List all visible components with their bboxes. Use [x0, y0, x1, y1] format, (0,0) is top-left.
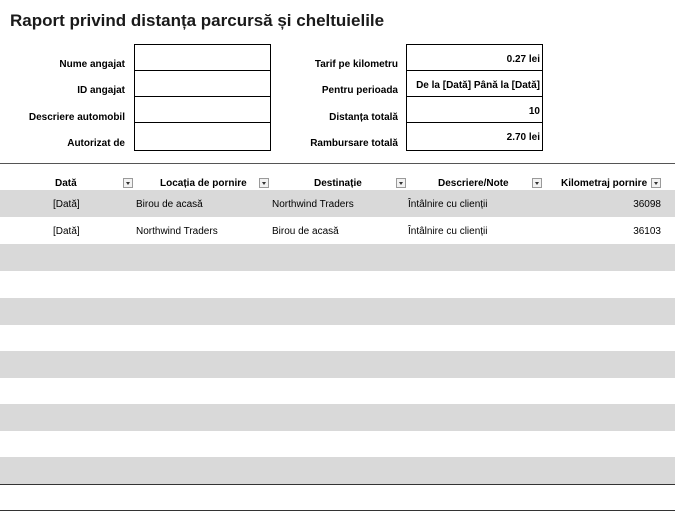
table-row[interactable]	[0, 244, 675, 271]
total-reimbursement-field[interactable]	[407, 123, 542, 149]
filter-destination-button[interactable]	[396, 178, 406, 188]
filter-date-button[interactable]	[123, 178, 133, 188]
column-header-start-location: Locația de pornire	[160, 178, 247, 189]
row-date: [Dată]	[53, 199, 80, 210]
row-destination: Northwind Traders	[272, 199, 354, 210]
table-row[interactable]	[0, 271, 675, 298]
car-description-label: Descriere automobil	[28, 112, 125, 123]
summary-box	[406, 44, 543, 151]
total-distance-label: Distanța totală	[329, 112, 398, 123]
table-total-border	[0, 484, 675, 485]
column-header-description: Descriere/Note	[438, 178, 509, 189]
row-date: [Dată]	[53, 226, 80, 237]
total-reimbursement-label: Rambursare totală	[310, 138, 398, 149]
period-field[interactable]	[407, 71, 542, 97]
report-title: Raport privind distanța parcursă și cheltuielile	[10, 11, 385, 30]
employee-id-label: ID angajat	[77, 85, 125, 96]
row-start-location: Birou de acasă	[136, 199, 203, 210]
table-row[interactable]	[0, 298, 675, 325]
employee-name-field[interactable]	[135, 45, 270, 71]
table-row[interactable]	[0, 351, 675, 378]
row-start-location: Northwind Traders	[136, 226, 218, 237]
table-row[interactable]	[0, 217, 675, 244]
total-reimbursement-value: 2.70 lei	[506, 132, 540, 143]
table-row[interactable]	[0, 457, 675, 484]
row-description: Întâlnire cu clienții	[408, 226, 488, 237]
column-header-date: Dată	[55, 178, 77, 189]
table-row[interactable]	[0, 325, 675, 352]
employee-id-field[interactable]	[135, 71, 270, 97]
table-row[interactable]	[0, 431, 675, 458]
authorized-by-label: Autorizat de	[67, 138, 125, 149]
authorized-by-field[interactable]	[135, 123, 270, 149]
row-start-mileage: 36103	[633, 226, 661, 237]
table-top-border	[0, 163, 675, 164]
table-row[interactable]	[0, 378, 675, 405]
period-value: De la [Dată] Până la [Dată]	[416, 80, 540, 91]
row-start-mileage: 36098	[633, 199, 661, 210]
table-row[interactable]	[0, 190, 675, 217]
rate-field[interactable]	[407, 45, 542, 71]
rate-value: 0.27 lei	[506, 54, 540, 65]
row-destination: Birou de acasă	[272, 226, 339, 237]
filter-start-mileage-button[interactable]	[651, 178, 661, 188]
table-bottom-border	[0, 510, 675, 511]
column-header-destination: Destinație	[314, 178, 362, 189]
period-label: Pentru perioada	[321, 85, 398, 96]
employee-info-box	[134, 44, 271, 151]
filter-start-location-button[interactable]	[259, 178, 269, 188]
row-description: Întâlnire cu clienții	[408, 199, 488, 210]
total-distance-value: 10	[528, 106, 540, 117]
total-distance-field[interactable]	[407, 97, 542, 123]
employee-name-label: Nume angajat	[59, 59, 125, 70]
column-header-start-mileage: Kilometraj pornire	[561, 178, 648, 189]
table-row[interactable]	[0, 404, 675, 431]
rate-label: Tarif pe kilometru	[314, 59, 398, 70]
car-description-field[interactable]	[135, 97, 270, 123]
filter-description-button[interactable]	[532, 178, 542, 188]
